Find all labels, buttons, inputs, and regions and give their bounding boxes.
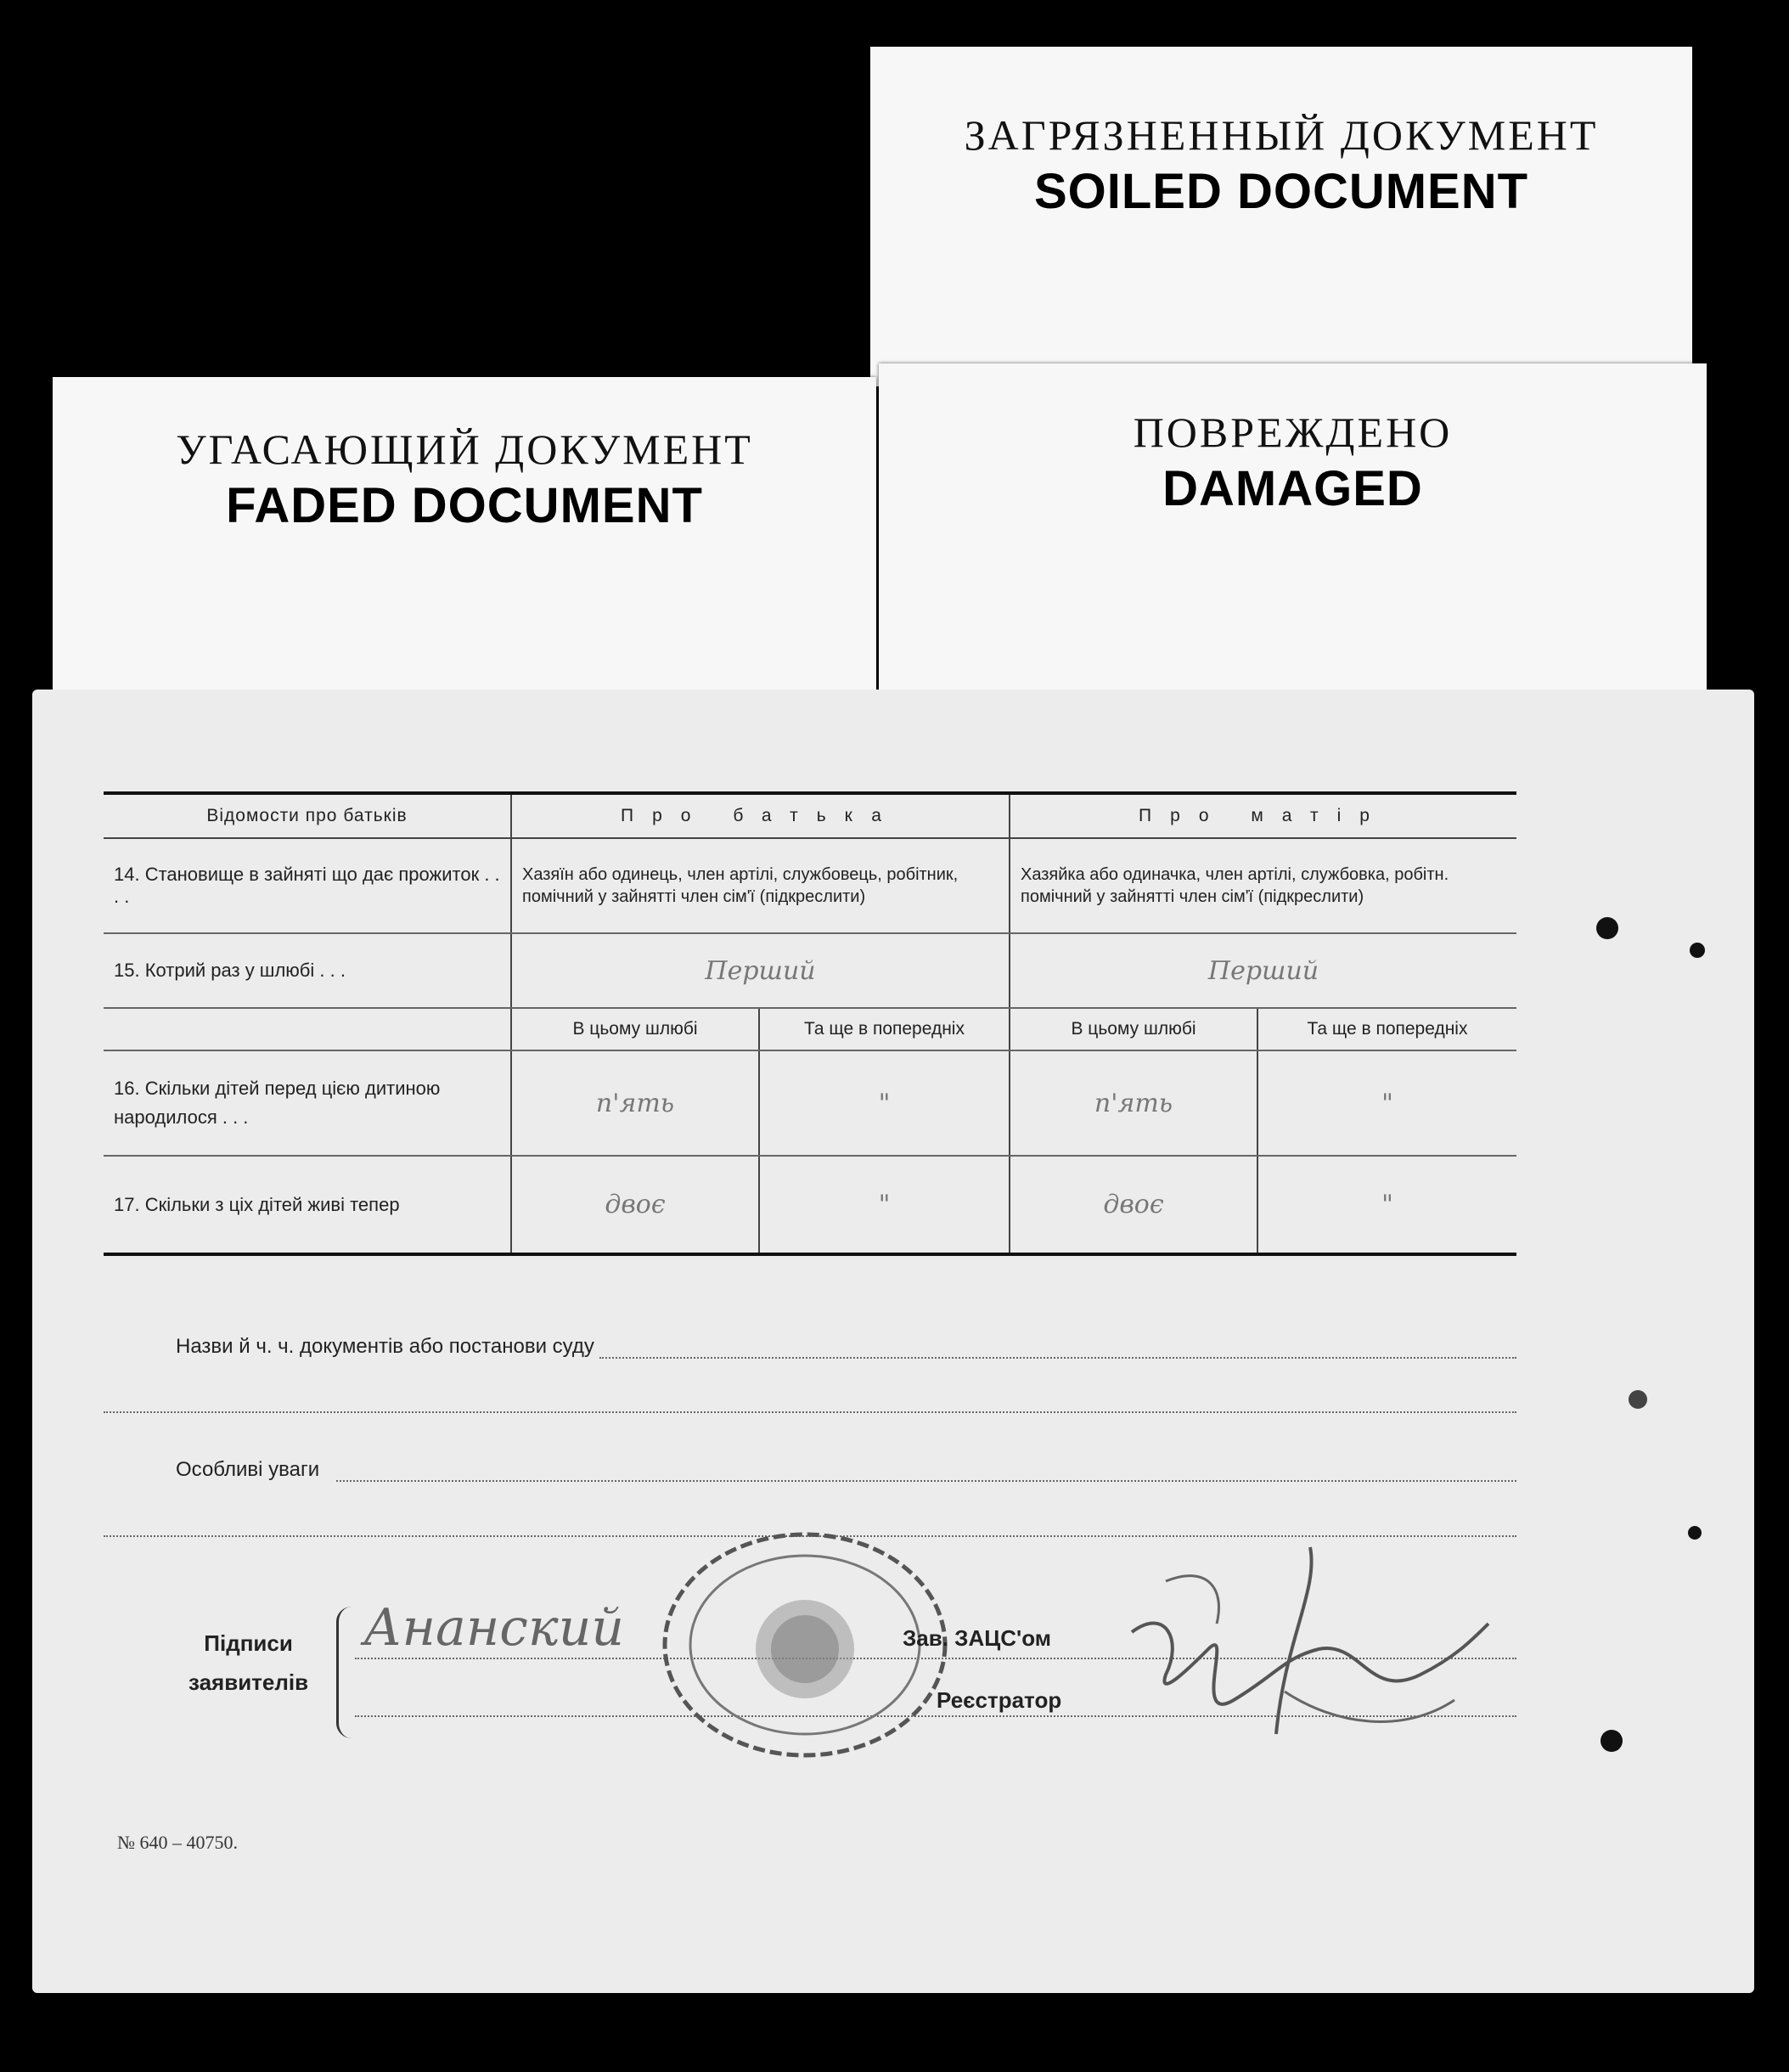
faded-label-ru: УГАСАЮЩИЙ ДОКУМЕНТ (176, 425, 753, 473)
subheader-spacer (104, 1008, 511, 1050)
damaged-label-ru: ПОВРЕЖДЕНО (1133, 408, 1453, 456)
table-header-row (104, 793, 1516, 838)
soiled-document-card (870, 47, 1692, 386)
header-father: Про батька (511, 793, 1010, 838)
faded-document-card (53, 377, 876, 717)
row-16-label: 16. Скільки дітей перед цією дитиною народилося . . . (104, 1050, 511, 1156)
row-17-mother-prev: " (1257, 1156, 1516, 1254)
document-number: № 640 – 40750. (117, 1832, 238, 1853)
record-sheet (32, 690, 1754, 1993)
documents-line (104, 1335, 1516, 1359)
notes-label: Особливі уваги (176, 1458, 320, 1481)
notes-line (104, 1458, 1516, 1482)
soiled-label-en: SOILED DOCUMENT (1033, 164, 1529, 219)
row-16-father-this: п'ять (511, 1050, 759, 1156)
applicant-signature: Ананский (363, 1598, 624, 1658)
row-16-father-prev: " (759, 1050, 1010, 1156)
head-of-registry-label: Зав. ЗАЦС'ом (903, 1625, 1051, 1651)
row-17-father-this: двоє (511, 1156, 759, 1254)
soiled-label-ru: ЗАГРЯЗНЕННЫЙ ДОКУМЕНТ (964, 111, 1599, 159)
signature-bracket (336, 1607, 364, 1738)
header-mother: Про матір (1010, 793, 1516, 838)
registrar-signature (1115, 1530, 1514, 1751)
row-16-mother-prev: " (1257, 1050, 1516, 1156)
row-15 (104, 933, 1516, 1008)
row-14-father: Хазяїн або одинець, член артілі, службовець, робітник, помічний у зайнятті член сім'ї (підкреслити) (511, 838, 1010, 933)
subheader-row (104, 1008, 1516, 1050)
subheader-mother-this: В цьому шлюбі (1010, 1008, 1257, 1050)
row-14 (104, 838, 1516, 933)
row-15-mother-value: Перший (1010, 933, 1516, 1008)
subheader-father-prev: Та ще в попередніх (759, 1008, 1010, 1050)
row-16 (104, 1050, 1516, 1156)
punch-hole (1688, 1526, 1702, 1540)
punch-hole (1596, 917, 1618, 939)
documents-label: Назви й ч. ч. документів або постанови суду (176, 1335, 594, 1358)
applicants-label-line2: заявителів (188, 1669, 309, 1695)
notes-field (336, 1458, 1516, 1482)
punch-hole (1629, 1390, 1647, 1409)
row-14-label: 14. Становище в зайняті що дає прожиток . . . . (104, 838, 511, 933)
punch-hole (1601, 1730, 1623, 1752)
subheader-father-this: В цьому шлюбі (511, 1008, 759, 1050)
faded-label-en: FADED DOCUMENT (226, 478, 703, 533)
row-17-father-prev: " (759, 1156, 1010, 1254)
row-15-label: 15. Котрий раз у шлюбі . . . (104, 933, 511, 1008)
punch-hole (1690, 943, 1705, 958)
parents-info-table (104, 791, 1516, 1256)
header-parents-info: Відомости про батьків (104, 793, 511, 838)
applicants-label-line1: Підписи (204, 1630, 293, 1656)
documents-field-line2 (104, 1410, 1516, 1413)
row-17-mother-this: двоє (1010, 1156, 1257, 1254)
documents-field (599, 1335, 1516, 1359)
registrar-label: Реєстратор (937, 1687, 1062, 1713)
row-15-father-value: Перший (511, 933, 1010, 1008)
damaged-label-en: DAMAGED (1162, 461, 1423, 516)
subheader-mother-prev: Та ще в попередніх (1257, 1008, 1516, 1050)
parents-info-table-wrap (104, 791, 1516, 1256)
row-17-label: 17. Скільки з ціх дітей живі тепер (104, 1156, 511, 1254)
damaged-document-card (879, 363, 1707, 703)
row-17 (104, 1156, 1516, 1254)
applicants-signature-label (188, 1624, 308, 1702)
row-14-mother: Хазяйка або одиначка, член артілі, службовка, робітн. помічний у зайнятті член сім'ї (підкреслити) (1010, 838, 1516, 933)
row-16-mother-this: п'ять (1010, 1050, 1257, 1156)
